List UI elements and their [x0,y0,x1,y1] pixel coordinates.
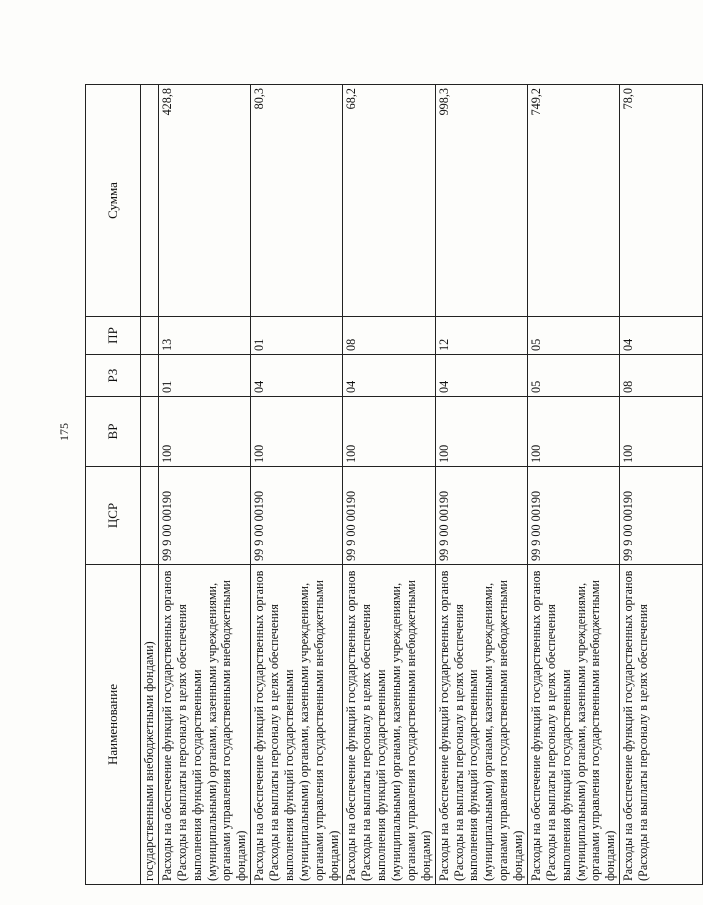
cell-rz: 08 [620,355,703,397]
cell-rz: 04 [343,355,435,397]
cell-vr: 100 [251,397,343,467]
cell-vr: 100 [620,397,703,467]
cell-pr: 01 [251,317,343,355]
cell-rz: 04 [435,355,527,397]
cell-sum: 68,2 [343,85,435,317]
table-row [158,85,250,885]
table-row-continuation [141,85,159,885]
table-header-row [86,85,141,885]
table-row [251,85,343,885]
page-number: 175 [57,423,71,441]
cell-csr: 99 9 00 00190 [620,467,703,565]
cell-rz: 04 [251,355,343,397]
table-row [435,85,527,885]
header-name: Наименование [86,565,141,885]
table-row [343,85,435,885]
cell-vr: 100 [527,397,619,467]
cell-name: Расходы на обеспечение функций государственных органов (Расходы на выплаты персоналу в целях обеспечения [620,565,703,885]
cell-pr: 05 [527,317,619,355]
cell-name: Расходы на обеспечение функций государственных органов (Расходы на выплаты персоналу в целях обеспечения выполнения функций государственными (муниципальными) органами, казенными учреждениями, органами управления государственными внебюджетными фондами) [343,565,435,885]
cell-sum: 78,0 [620,85,703,317]
header-rz: РЗ [86,355,141,397]
cell-pr: 12 [435,317,527,355]
header-vr: ВР [86,397,141,467]
budget-table [85,84,703,885]
cell-sum: 998,3 [435,85,527,317]
cell-csr: 99 9 00 00190 [158,467,250,565]
cell-name: Расходы на обеспечение функций государственных органов (Расходы на выплаты персоналу в целях обеспечения выполнения функций государственными (муниципальными) органами, казенными учреждениями, органами управления государственными внебюджетными фондами) [158,565,250,885]
header-csr: ЦСР [86,467,141,565]
header-pr: ПР [86,317,141,355]
header-sum: Сумма [86,85,141,317]
cell-rz: 05 [527,355,619,397]
cell-csr: 99 9 00 00190 [435,467,527,565]
continuation-text: государственными внебюджетными фондами) [141,565,159,885]
cell-name: Расходы на обеспечение функций государственных органов (Расходы на выплаты персоналу в целях обеспечения выполнения функций государственными (муниципальными) органами, казенными учреждениями, органами управления государственными внебюджетными фондами) [527,565,619,885]
cell-sum: 749,2 [527,85,619,317]
cell-sum: 80,3 [251,85,343,317]
cell-pr: 08 [343,317,435,355]
cell-sum: 428,8 [158,85,250,317]
cell-csr: 99 9 00 00190 [527,467,619,565]
cell-csr: 99 9 00 00190 [343,467,435,565]
cell-name: Расходы на обеспечение функций государственных органов (Расходы на выплаты персоналу в целях обеспечения выполнения функций государственными (муниципальными) органами, казенными учреждениями, органами управления государственными внебюджетными фондами) [435,565,527,885]
cell-rz: 01 [158,355,250,397]
cell-vr: 100 [158,397,250,467]
cell-pr: 13 [158,317,250,355]
table-row [620,85,703,885]
cell-vr: 100 [435,397,527,467]
cell-name: Расходы на обеспечение функций государственных органов (Расходы на выплаты персоналу в целях обеспечения выполнения функций государственными (муниципальными) органами, казенными учреждениями, органами управления государственными внебюджетными фондами) [251,565,343,885]
cell-vr: 100 [343,397,435,467]
cell-csr: 99 9 00 00190 [251,467,343,565]
cell-pr: 04 [620,317,703,355]
table-row [527,85,619,885]
